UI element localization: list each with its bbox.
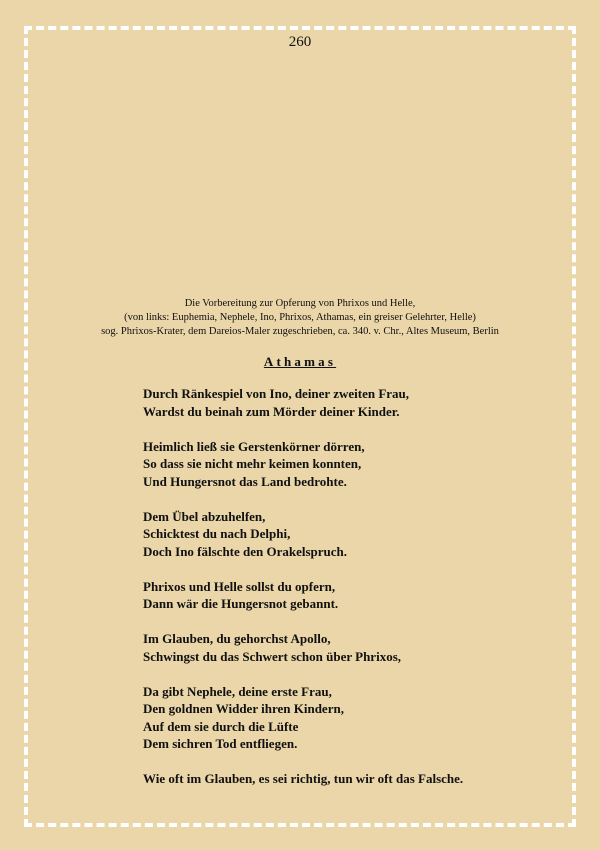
poem-line: Im Glauben, du gehorchst Apollo, — [143, 631, 331, 646]
page-number: 260 — [288, 34, 312, 50]
poem-title: Athamas — [263, 354, 337, 369]
stanza-2 — [143, 438, 563, 491]
stanza-6 — [143, 683, 563, 753]
poem-line: Da gibt Nephele, deine erste Frau, — [143, 683, 332, 699]
stanza-5 — [143, 630, 563, 665]
stanza-3 — [143, 508, 563, 561]
stanza-4 — [143, 578, 563, 613]
poem-line: Auf dem sie durch die Lüfte — [143, 718, 299, 734]
stanza-7 — [143, 770, 563, 788]
poem-line: Dann wär die Hungersnot gebannt. — [143, 596, 339, 611]
poem-line: Den goldnen Widder ihren Kindern, — [143, 701, 344, 716]
poem-line: Dem Übel abzuhelfen, — [143, 508, 266, 524]
poem-line: Dem sichren Tod entfliegen. — [143, 736, 298, 751]
poem-body — [143, 385, 563, 805]
poem-line: Und Hungersnot das Land bedrohte. — [143, 473, 347, 489]
stanza-1 — [143, 385, 563, 420]
caption-line-3: sog. Phrixos-Krater, dem Dareios-Maler zugeschrieben, ca. 340. v. Chr., Altes Museum, Berlin — [101, 326, 499, 337]
poem-line: Heimlich ließ sie Gerstenkörner dörren, — [143, 438, 365, 454]
poem-line: Wardst du beinah zum Mörder deiner Kinder. — [143, 403, 400, 419]
poem-line: So dass sie nicht mehr keimen konnten, — [143, 456, 362, 471]
caption-line-2: (von links: Euphemia, Nephele, Ino, Phrixos, Athamas, ein greiser Gelehrter, Helle) — [124, 312, 476, 323]
poem-line: Wie oft im Glauben, es sei richtig, tun wir oft das Falsche. — [143, 771, 464, 786]
poem-line: Phrixos und Helle sollst du opfern, — [143, 578, 336, 594]
poem-line: Doch Ino fälschte den Orakelspruch. — [143, 543, 348, 559]
poem-line: Schicktest du nach Delphi, — [143, 526, 291, 541]
poem-line: Durch Ränkespiel von Ino, deiner zweiten Frau, — [143, 386, 410, 401]
caption-line-1: Die Vorbereitung zur Opferung von Phrixos und Helle, — [184, 298, 416, 309]
image-caption — [0, 297, 600, 339]
poem-line: Schwingst du das Schwert schon über Phrixos, — [143, 648, 402, 664]
